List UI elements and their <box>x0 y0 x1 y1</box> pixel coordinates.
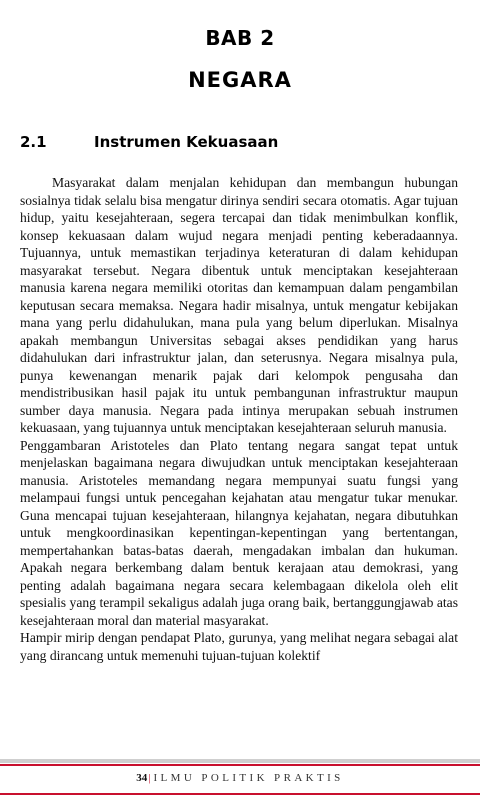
section-title: Instrumen Kekuasaan <box>94 133 279 151</box>
footer-separator: | <box>148 772 152 784</box>
paragraph: Masyarakat dalam menjalan kehidupan dan membangun hubungan sosialnya tidak selalu bisa mengatur dirinya sendiri secara otomatis. Agar tujuan hidup, yaitu kesejahteraan, segera tercapai dan tidak menimbulkan konflik, konsep kekuasaan dalam wujud negara menjadi penting keberadaannya. Tujuannya, untuk memastikan terjadinya keteraturan di dalam kehidupan masyarakat tersebut. Negara dibentuk untuk menciptakan kesejahteraan manusia karena negara memiliki otoritas dan kemampuan dalam pengambilan keputusan secara memaksa. Negara hadir misalnya, untuk mengatur kebijakan mana yang perlu didahulukan, mana pula yang belum diperlukan. Misalnya apakah membangun Universitas sebagai akses pendidikan yang harus didahulukan dari infrastruktur jalan, dan seterusnya. Negara misalnya pula, punya kewenangan menarik pajak dari kelompok pengusaha dan mendistribusikan hasil pajak itu untuk pembangunan infrastruktur maupun sumber daya manusia. Negara pada intinya merupakan sebuah instrumen kekuasaan, yang tujuannya untuk menciptakan kesejahteraan seluruh manusia. <box>20 175 458 435</box>
page-number: 34 <box>136 772 148 784</box>
paragraph: Penggambaran Aristoteles dan Plato tentang negara sangat tepat untuk menjelaskan bagaimana negara diwujudkan untuk menciptakan kesejahteraan manusia. Aristoteles memandang negara mempunyai suatu fungsi yang melampaui fungsi untuk pencegahan kejahatan atau mengatur tukar menukar. Guna mencapai tujuan kesejahteraan, hilangnya kejahatan, negara dibutuhkan untuk mengkoordinasikan kepentingan-kepentingan yang bertentangan, mempertahankan batas-batas daerah, mengadakan imbalan dan hukuman. Apakah negara berkembang dalam bentuk kerajaan atau demokrasi, yang penting adalah bagaimana negara secara kelembagaan dikelola oleh elit spesialis yang terampil sekaligus adalah juga orang baik, bertanggungjawab atas kesejahteraan moral dan material masyarakat. <box>20 437 458 628</box>
chapter-title: NEGARA <box>188 68 292 92</box>
footer-divider-gray <box>0 759 480 763</box>
footer-bottom-rule <box>0 793 480 795</box>
body-text <box>20 174 458 664</box>
section-number: 2.1 <box>20 133 47 151</box>
paragraph: Hampir mirip dengan pendapat Plato, gurunya, yang melihat negara sebagai alat yang dirancang untuk memenuhi tujuan-tujuan kolektif <box>20 630 458 663</box>
section-heading <box>20 133 278 151</box>
footer-divider-red <box>0 764 480 766</box>
chapter-number: BAB 2 <box>205 26 275 50</box>
running-footer <box>0 772 480 784</box>
book-title: ILMU POLITIK PRAKTIS <box>153 772 344 784</box>
